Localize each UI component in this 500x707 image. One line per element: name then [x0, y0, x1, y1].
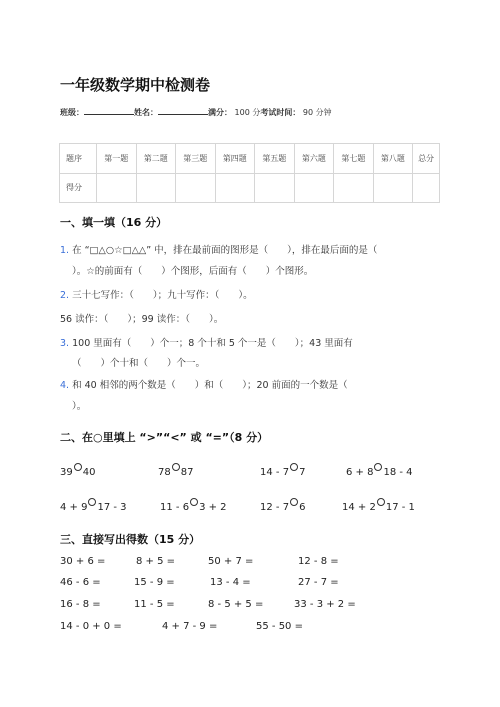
compare-left: 78	[158, 467, 171, 478]
question-1-text-1: 在 “□△○☆□△△” 中，排在最前面的图形是（ ），排在最后面的是（	[72, 245, 378, 256]
compare-circle[interactable]	[290, 463, 298, 471]
compare-left: 14 + 2	[342, 502, 376, 513]
score-row-label: 得分	[60, 173, 97, 203]
question-4-text-2: ）。	[72, 401, 87, 412]
calc-problem: 8 + 5 =	[136, 556, 176, 567]
section3-heading: 三、直接写出得数（15 分）	[60, 533, 201, 546]
calc-problem: 16 - 8 =	[60, 599, 101, 610]
score-header-cell: 第七题	[334, 144, 374, 174]
compare-circle[interactable]	[377, 498, 385, 506]
compare-right: 6	[299, 502, 306, 513]
compare-item	[342, 498, 415, 513]
score-cell[interactable]	[97, 173, 137, 203]
compare-right: 7	[299, 467, 306, 478]
question-3-text-2: （ ）个十和（ ）个一。	[72, 358, 206, 369]
question-3-number: 3.	[60, 338, 70, 349]
question-1-line-1	[60, 242, 377, 256]
class-blank	[84, 106, 134, 115]
score-header-cell: 题序	[60, 144, 97, 174]
score-header-cell: 第一题	[97, 144, 137, 174]
question-4-line-1	[60, 377, 348, 391]
question-1-text-2: ）。☆的前面有（ ）个图形，后面有（ ）个图形。	[72, 266, 314, 277]
question-2-text-1: 三十七写作：（ ）；九十写作：（ ）。	[72, 290, 253, 301]
compare-circle[interactable]	[88, 498, 96, 506]
calc-problem: 8 - 5 + 5 =	[208, 599, 264, 610]
compare-item	[160, 498, 227, 513]
full-score-label: 满分：	[208, 108, 232, 117]
name-blank	[158, 106, 208, 115]
calc-problem: 33 - 3 + 2 =	[294, 599, 356, 610]
exam-time-value: 90 分钟	[302, 108, 332, 117]
compare-item	[260, 463, 305, 478]
calc-problem: 15 - 9 =	[134, 577, 175, 588]
question-4-number: 4.	[60, 380, 70, 391]
compare-right: 3 + 2	[199, 502, 227, 513]
score-header-cell: 第三题	[176, 144, 216, 174]
page-title: 一年级数学期中检测卷	[60, 76, 211, 94]
score-cell[interactable]	[215, 173, 255, 203]
compare-item	[60, 463, 95, 478]
question-3-text-1: 100 里面有（ ）个一；8 个十和 5 个一是（ ）；43 里面有	[72, 338, 353, 349]
question-3-line-1	[60, 335, 353, 349]
compare-left: 14 - 7	[260, 467, 290, 478]
calc-problem: 55 - 50 =	[256, 621, 303, 632]
calc-problem: 13 - 4 =	[210, 577, 251, 588]
compare-right: 87	[180, 467, 194, 478]
score-cell[interactable]	[334, 173, 374, 203]
compare-item	[158, 463, 193, 478]
exam-time-label: 考试时间：	[260, 108, 301, 117]
compare-right: 17 - 3	[97, 502, 127, 513]
compare-left: 11 - 6	[160, 502, 190, 513]
exam-info-line	[60, 106, 332, 118]
score-header-cell: 第六题	[294, 144, 334, 174]
score-cell[interactable]	[413, 173, 440, 203]
compare-circle[interactable]	[190, 498, 198, 506]
compare-item	[260, 498, 305, 513]
compare-right: 18 - 4	[383, 467, 413, 478]
score-cell[interactable]	[294, 173, 334, 203]
score-cell[interactable]	[373, 173, 413, 203]
name-label: 姓名：	[134, 108, 158, 117]
score-header-cell: 第二题	[136, 144, 176, 174]
compare-item	[346, 463, 413, 478]
section1-heading: 一、填一填（16 分）	[60, 216, 168, 229]
calc-problem: 12 - 8 =	[298, 556, 339, 567]
compare-left: 4 + 9	[60, 502, 88, 513]
compare-right: 40	[82, 467, 96, 478]
compare-left: 12 - 7	[260, 502, 290, 513]
class-label: 班级：	[60, 108, 84, 117]
compare-left: 6 + 8	[346, 467, 374, 478]
calc-problem: 46 - 6 =	[60, 577, 101, 588]
calc-problem: 27 - 7 =	[298, 577, 339, 588]
compare-left: 39	[60, 467, 73, 478]
compare-item	[60, 498, 127, 513]
calc-problem: 11 - 5 =	[134, 599, 175, 610]
score-header-cell: 第四题	[215, 144, 255, 174]
score-cell[interactable]	[176, 173, 216, 203]
compare-circle[interactable]	[74, 463, 82, 471]
question-4-text-1: 和 40 相邻的两个数是（ ）和（ ）；20 前面的一个数是（	[72, 380, 348, 391]
score-cell[interactable]	[255, 173, 295, 203]
question-2-text-2: 56 读作：（ ）；99 读作：（ ）。	[60, 314, 224, 325]
question-2-line-1	[60, 287, 253, 301]
score-table	[59, 143, 440, 203]
calc-problem: 14 - 0 + 0 =	[60, 621, 122, 632]
score-cell[interactable]	[136, 173, 176, 203]
compare-right: 17 - 1	[385, 502, 415, 513]
score-table-score-row	[60, 173, 440, 203]
score-header-cell: 总分	[413, 144, 440, 174]
score-header-cell: 第八题	[373, 144, 413, 174]
score-header-cell: 第五题	[255, 144, 295, 174]
question-1-number: 1.	[60, 245, 70, 256]
section2-heading: 二、在○里填上 “>”“<” 或 “=”（8 分）	[60, 431, 269, 444]
score-table-header-row	[60, 144, 440, 174]
full-score-value: 100 分	[234, 108, 261, 117]
compare-circle[interactable]	[172, 463, 180, 471]
calc-problem: 4 + 7 - 9 =	[162, 621, 218, 632]
calc-problem: 30 + 6 =	[60, 556, 106, 567]
calc-problem: 50 + 7 =	[208, 556, 254, 567]
compare-circle[interactable]	[374, 463, 382, 471]
compare-circle[interactable]	[290, 498, 298, 506]
question-2-number: 2.	[60, 290, 70, 301]
